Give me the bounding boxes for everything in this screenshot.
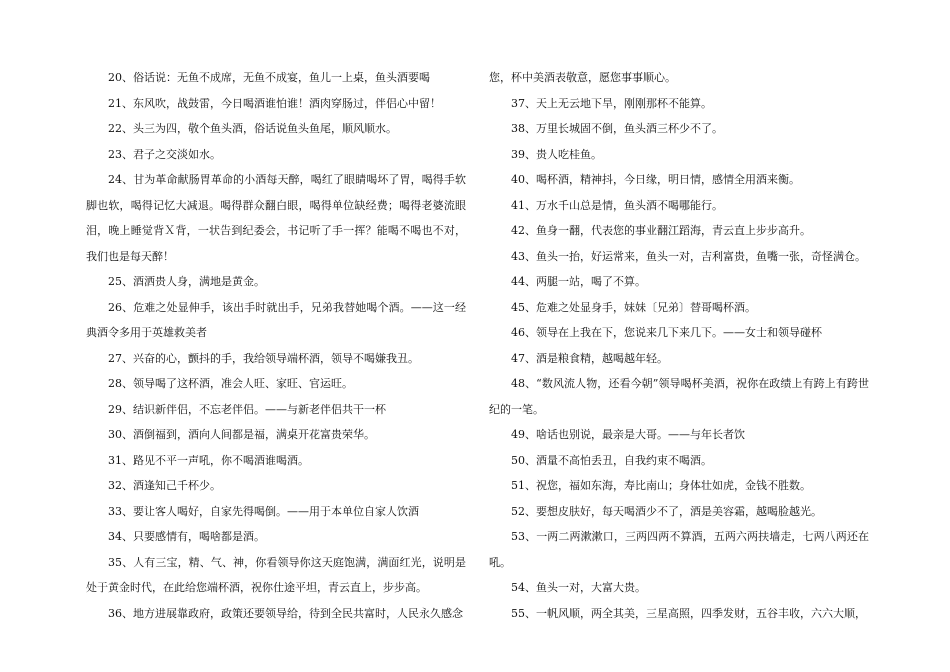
toast-item: 54、鱼头一对，大富大贵。 [511,581,646,594]
toast-item: 38、万里长城固不倒，鱼头酒三杯少不了。 [511,122,723,135]
left-column [86,65,466,626]
toast-item: 47、酒是粮食精，越喝越年轻。 [511,351,668,365]
toast-item: 53、一两二两漱漱口，三两四两不算酒，五两六两扶墙走，七两八两还在吼。 [489,530,869,569]
right-column [489,65,869,626]
toast-item: 21、东风吹，战鼓雷，今日喝酒谁怕谁！酒肉穿肠过，伴侣心中留！ [108,96,441,110]
toast-item: 31、路见不平一声吼，你不喝酒谁喝酒。 [108,453,309,467]
toast-item: 39、贵人吃桂鱼。 [511,147,602,161]
toast-item: 48、“数风流人物，还看今朝”领导喝杯美酒，祝你在政绩上有跨上有跨世纪的一笔。 [489,377,869,416]
toast-item: 25、酒洒贵人身，满地是黄金。 [108,275,265,288]
toast-item: 36、地方进展靠政府，政策还要领导给，待到全民共富时，人民永久感念 [108,606,463,620]
toast-item: 32、酒逢知己千杯少。 [108,479,221,492]
toast-item: 50、酒量不高怕丢丑，自我约束不喝酒。 [511,453,712,467]
continued-paragraph: 您，杯中美酒表敬意，愿您事事顺心。 [489,71,676,84]
toast-item: 20、俗话说：无鱼不成席，无鱼不成宴，鱼儿一上桌，鱼头酒要喝 [108,71,430,84]
toast-item: 44、两腿一站，喝了不算。 [511,275,646,288]
toast-item: 52、要想皮肤好，每天喝酒少不了，酒是美容霜，越喝脸越光。 [511,504,822,518]
toast-item: 51、祝您，福如东海，寿比南山；身体壮如虎，金钱不胜数。 [511,479,811,492]
toast-item: 29、结识新伴侣，不忘老伴侣。——与新老伴侣共干一杯 [108,402,386,416]
toast-item: 26、危难之处显伸手，该出手时就出手，兄弟我替她喝个酒。——这一经典酒令多用于英雄救美者 [86,300,466,339]
toast-item: 42、鱼身一翻，代表您的事业翻江蹈海，青云直上步步高升。 [511,224,811,237]
toast-item: 30、酒倒福到，酒向人间都是福，满桌开花富贵荣华。 [108,428,375,441]
toast-item: 22、头三为四，敬个鱼头酒，俗话说鱼头鱼尾，顺风顺水。 [108,122,397,135]
toast-item: 46、领导在上我在下，您说来几下来几下。——女士和领导碰杯 [511,326,822,339]
toast-item: 35、人有三宝，精、气、神，你看领导你这天庭饱满，满面红光，说明是处于黄金时代，在此给您端杯酒，祝你仕途平坦，青云直上，步步高。 [86,555,466,594]
toast-item: 41、万水千山总是情，鱼头酒不喝哪能行。 [511,198,723,212]
toast-item: 45、危难之处显身手，妹妹〔兄弟〕替哥喝杯酒。 [511,300,756,314]
toast-item: 33、要让客人喝好，自家先得喝倒。——用于本单位自家人饮酒 [108,504,419,518]
toast-item: 27、兴奋的心，颤抖的手，我给领导端杯酒，领导不喝嫌我丑。 [108,351,419,365]
toast-item: 43、鱼头一抬，好运常来，鱼头一对，吉利富贵，鱼嘴一张，奇怪满仓。 [511,249,866,263]
toast-item: 49、啥话也别说，最亲是大哥。——与年长者饮 [511,428,745,441]
toast-item: 23、君子之交淡如水。 [108,147,221,161]
toast-item: 34、只要感情有，喝啥都是酒。 [108,530,265,543]
toast-item: 28、领导喝了这杯酒，准会人旺、家旺、官运旺。 [108,377,353,390]
toast-item: 24、甘为革命献肠胃革命的小酒每天醉，喝红了眼睛喝坏了胃，喝得手软脚也软，喝得记忆大减退。喝得群众翻白眼，喝得单位缺经费；喝得老婆流眼泪，晚上睡觉背Ｘ背，一状告到纪委会，书记听了手一挥？能喝不喝也不对，我们也是每天醉！ [86,173,466,263]
toast-item: 37、天上无云地下旱，刚刚那杯不能算。 [511,96,712,110]
toast-item: 40、喝杯酒，精神抖，今日缘，明日情，感情全用酒来衡。 [511,173,800,186]
toast-item: 55、一帆风顺，两全其美，三星高照，四季发财，五谷丰收，六六大顺， [511,606,866,620]
